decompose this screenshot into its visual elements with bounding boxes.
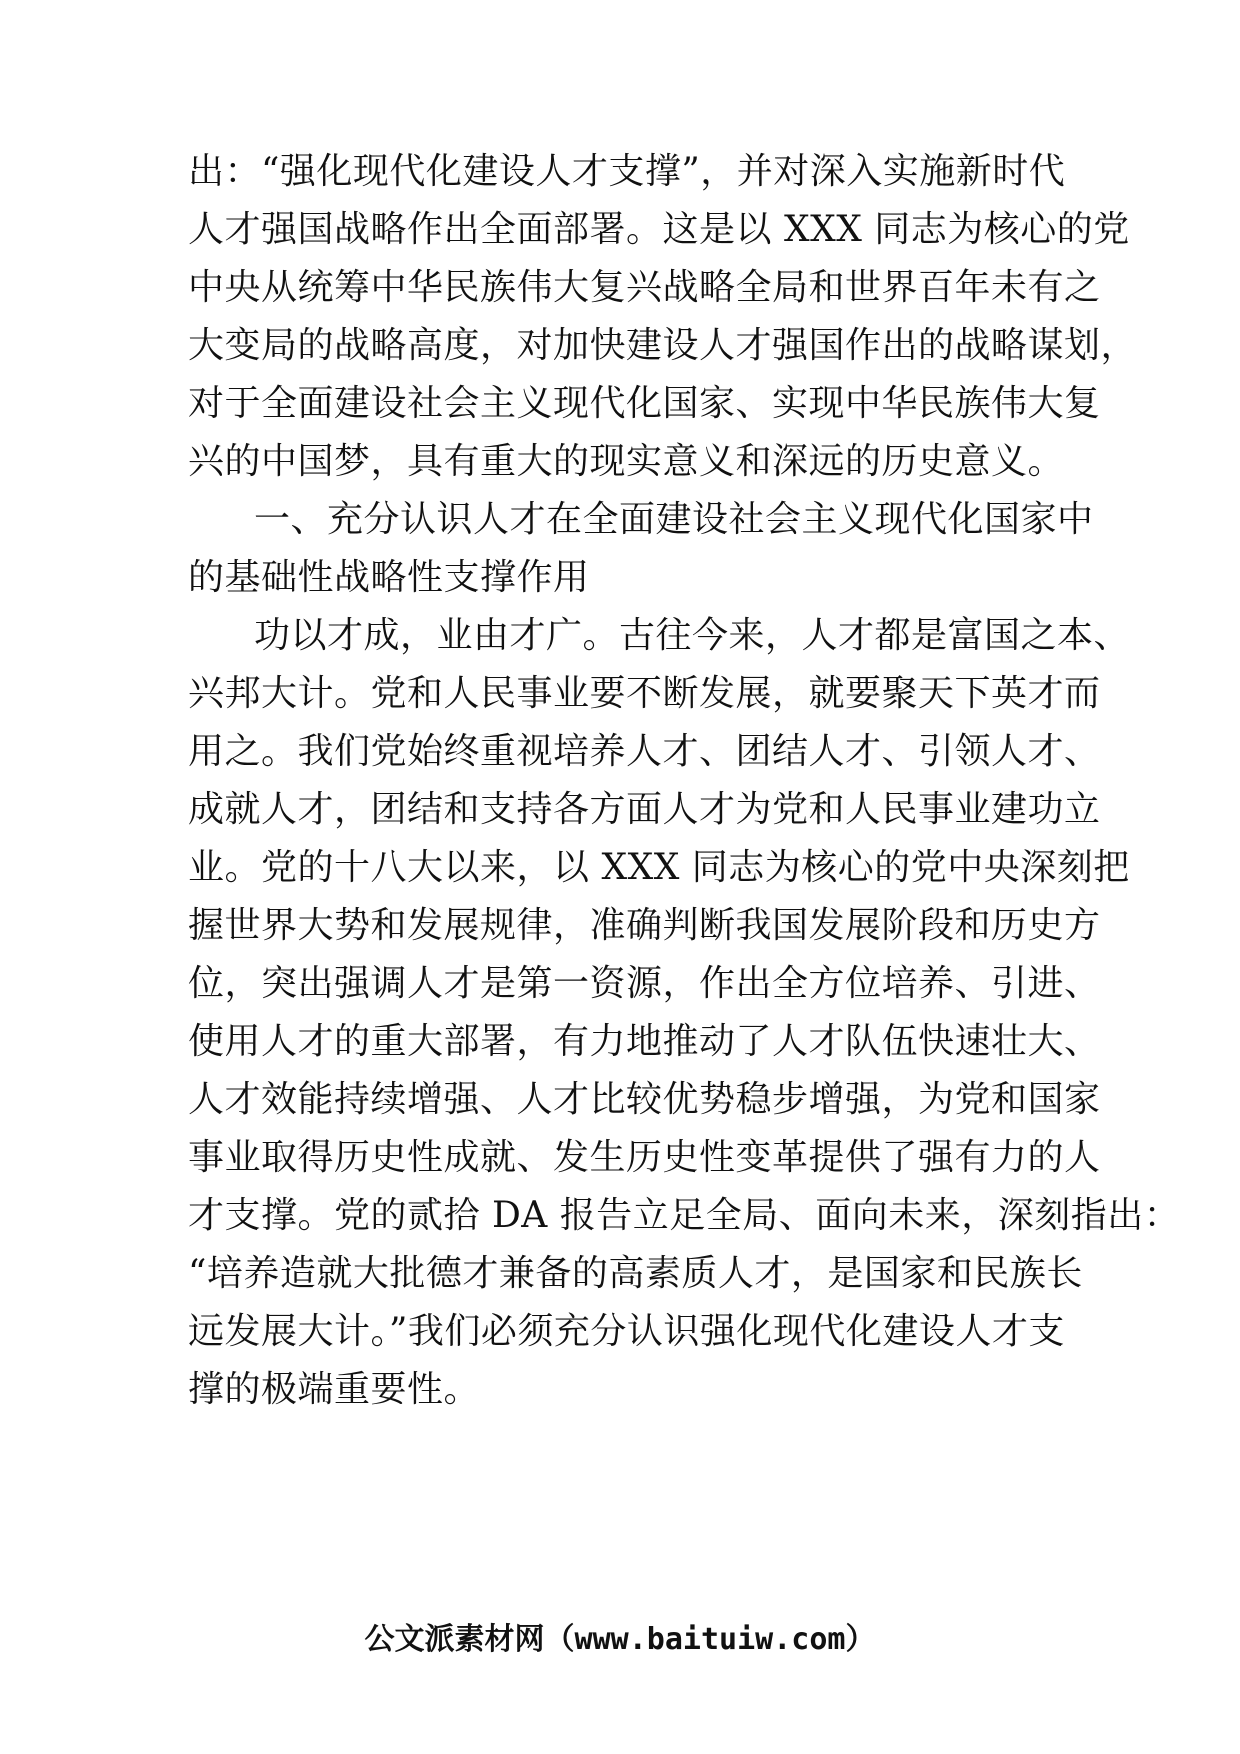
- text-line: 对于全面建设社会主义现代化国家、实现中华民族伟大复: [188, 383, 1101, 424]
- text-line: “培养造就大批德才兼备的高素质人才，是国家和民族长: [188, 1253, 1083, 1294]
- text-line: 远发展大计。”我们必须充分认识强化现代化建设人才支: [188, 1311, 1065, 1352]
- text-line: 用之。我们党始终重视培养人才、团结人才、引领人才、: [188, 731, 1101, 772]
- text-line: 兴的中国梦，具有重大的现实意义和深远的历史意义。: [188, 441, 1065, 482]
- text-line: 功以才成，业由才广。古往今来，人才都是富国之本、: [254, 615, 1131, 656]
- footer-url: （www.baituiw.com）: [544, 1622, 876, 1657]
- section-heading-line: 一、充分认识人才在全面建设社会主义现代化国家中: [254, 499, 1094, 540]
- text-line: 业。党的十八大以来，以 XXX 同志为核心的党中央深刻把: [188, 847, 1130, 888]
- section-heading-line: 的基础性战略性支撑作用: [188, 557, 590, 598]
- text-line: 人才强国战略作出全面部署。这是以 XXX 同志为核心的党: [188, 209, 1130, 250]
- text-line: 大变局的战略高度，对加快建设人才强国作出的战略谋划，: [188, 325, 1138, 366]
- text-line: 使用人才的重大部署，有力地推动了人才队伍快速壮大、: [188, 1021, 1101, 1062]
- text-line: 握世界大势和发展规律，准确判断我国发展阶段和历史方: [188, 905, 1101, 946]
- text-line: 位，突出强调人才是第一资源，作出全方位培养、引进、: [188, 963, 1101, 1004]
- text-line: 才支撑。党的贰拾 DA 报告立足全局、面向未来，深刻指出：: [188, 1195, 1181, 1236]
- text-line: 事业取得历史性成就、发生历史性变革提供了强有力的人: [188, 1137, 1101, 1178]
- footer-watermark: [0, 1620, 1240, 1660]
- text-line: 成就人才，团结和支持各方面人才为党和人民事业建功立: [188, 789, 1101, 830]
- text-line: 出：“强化现代化建设人才支撑”，并对深入实施新时代: [188, 151, 1066, 192]
- footer-site-name: 公文派素材网: [364, 1622, 545, 1657]
- text-line: 人才效能持续增强、人才比较优势稳步增强，为党和国家: [188, 1079, 1101, 1120]
- text-line: 中央从统筹中华民族伟大复兴战略全局和世界百年未有之: [188, 267, 1101, 308]
- text-line: 撑的极端重要性。: [188, 1369, 481, 1410]
- text-line: 兴邦大计。党和人民事业要不断发展，就要聚天下英才而: [188, 673, 1101, 714]
